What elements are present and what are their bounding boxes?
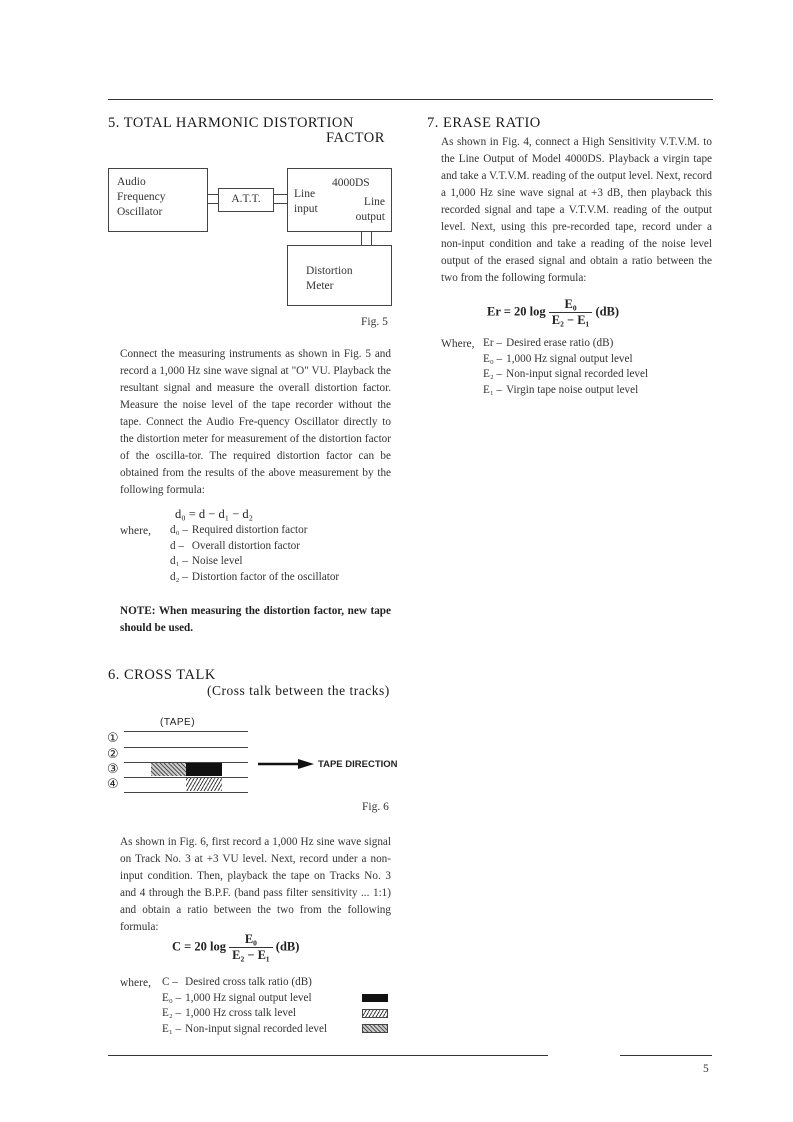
def-text: Overall distortion factor <box>191 539 301 552</box>
tape-label: (TAPE) <box>160 717 196 728</box>
track-2-label: ② <box>107 747 119 762</box>
att-box <box>218 188 274 212</box>
top-rule <box>108 99 713 100</box>
def-row <box>162 991 331 1007</box>
line-output-label-1: Line <box>363 196 385 208</box>
def-symbol: d – <box>170 539 184 552</box>
sec6-formula <box>172 932 299 963</box>
legend-swatch-signal <box>362 994 388 1002</box>
track3-signal-block <box>186 763 222 776</box>
sec6-formula-unit: (dB) <box>275 939 300 954</box>
def-row <box>483 383 652 399</box>
track4-crosstalk-block <box>186 778 222 791</box>
sec6-formula-den: E₂ − E₁ <box>232 948 270 962</box>
device-label: 4000DS <box>332 177 370 189</box>
def-row <box>483 336 652 352</box>
track-3-label: ③ <box>107 762 119 777</box>
fig6-caption: Fig. 6 <box>362 801 389 813</box>
sec7-body: As shown in Fig. 4, connect a High Sensitivity V.T.V.M. to the Line Output of Model 4000DS. Playback a virgin tape and take a V.T.V.M. reading of the output level. Next, record a 1,000 Hz sine wave signal at +3 dB, then playback this recorded signal and tape a V.T.V.M. reading of the output level. Next, using this pre-recorded tape, record under a non-input condition and take a reading of the noise level output of the erased signal and obtain a ratio between the two from the following formula: <box>441 136 712 284</box>
def-symbol: E₀ – <box>483 352 503 365</box>
track-1-label: ① <box>107 731 119 746</box>
page-number: 5 <box>703 1063 709 1075</box>
att-label: A.T.T. <box>231 193 261 205</box>
line-output-label-2: output <box>355 211 385 223</box>
def-symbol: d₂ – <box>170 570 188 583</box>
sec6-heading: 6. CROSS TALK <box>108 667 216 683</box>
track3-noninput-block <box>151 763 186 776</box>
line-input-label-2: input <box>294 203 318 215</box>
sec7-definitions <box>483 336 652 398</box>
sec7-formula-num: E₀ <box>549 297 593 313</box>
def-symbol: d₀ – <box>170 524 188 536</box>
def-symbol: E₁ – <box>162 1022 182 1035</box>
sec6-formula-lhs: C = 20 log <box>172 939 226 954</box>
def-symbol: E₁ – <box>483 383 503 396</box>
def-text: Desired erase ratio (dB) <box>506 337 614 349</box>
def-text: 1,000 Hz signal output level <box>506 352 633 365</box>
tape-top-edge <box>124 731 248 732</box>
distortion-meter-box <box>287 245 392 306</box>
def-text: 1,000 Hz cross talk level <box>185 1007 297 1019</box>
sec5-heading-cont: FACTOR <box>326 130 385 146</box>
sec6-where: where, <box>120 977 151 989</box>
sec7-heading: 7. ERASE RATIO <box>427 115 541 131</box>
osc-label-2: Frequency <box>117 191 166 203</box>
osc-label-3: Oscillator <box>117 206 163 218</box>
sec5-definitions <box>170 523 343 585</box>
meter-label-2: Meter <box>306 280 334 292</box>
sec7-formula <box>487 297 619 328</box>
sec7-formula-den: E₂ − E₁ <box>551 313 590 327</box>
def-text: Virgin tape noise output level <box>506 383 639 396</box>
def-symbol: d₁ – <box>170 555 188 567</box>
sec5-body: Connect the measuring instruments as shown in Fig. 5 and record a 1,000 Hz sine wave signal at "O" VU. Playback the resultant signal and measure the overall distortion factor. Measure the noise level of the tape recorder without the tape. Connect the Audio Fre-quency Oscillator directly to the distortion meter for measurement of the distortion factor of the oscilla-tor. The required distortion factor can be obtained from the results of the above measurement by the following formula: <box>120 348 391 496</box>
track-4-label: ④ <box>107 777 119 792</box>
tape-direction-label: TAPE DIRECTION <box>318 759 398 770</box>
sec6-definitions <box>162 975 331 1037</box>
sec6-body: As shown in Fig. 6, first record a 1,000 Hz sine wave signal on Track No. 3 at +3 VU level. Next, record under a non-input condition. Then, playback the tape on Tracks No. 3 and 4 through the B.P.F. (band pass filter sensitivity ... 1:1) and obtain a ratio between the two from the following formula: <box>120 836 391 933</box>
def-symbol: C – <box>162 976 178 988</box>
def-row <box>483 352 652 368</box>
def-text: Non-input signal recorded level <box>185 1022 328 1035</box>
device-4000ds-box <box>287 168 392 232</box>
def-row <box>170 539 343 555</box>
sec7-where: Where, <box>441 338 475 350</box>
def-row <box>162 1022 331 1038</box>
def-text: Distortion factor of the oscillator <box>191 570 340 583</box>
sec7-formula-unit: (dB) <box>595 304 620 319</box>
bottom-rule-right <box>620 1055 712 1056</box>
def-text: Non-input signal recorded level <box>506 368 649 380</box>
sec6-subheading: (Cross talk between the tracks) <box>207 683 390 698</box>
def-symbol: E₂ – <box>483 368 503 380</box>
fig5-caption: Fig. 5 <box>361 316 388 328</box>
sec5-note: NOTE: When measuring the distortion factor, new tape should be used. <box>120 605 391 634</box>
legend-swatch-crosstalk <box>362 1009 388 1018</box>
def-row <box>170 570 343 586</box>
def-row <box>162 975 331 991</box>
def-symbol: E₂ – <box>162 1007 182 1019</box>
sec6-formula-num: E₀ <box>229 932 273 948</box>
def-symbol: E₀ – <box>162 991 182 1004</box>
def-text: Desired cross talk ratio (dB) <box>185 976 312 988</box>
def-text: Noise level <box>191 555 243 567</box>
tape-direction-arrow-icon <box>258 759 314 769</box>
def-symbol: Er – <box>483 337 502 349</box>
osc-label-1: Audio <box>117 176 146 188</box>
bottom-rule-left <box>108 1055 548 1056</box>
legend-swatch-noninput <box>362 1024 388 1033</box>
meter-label-1: Distortion <box>306 265 353 277</box>
def-row <box>483 367 652 383</box>
audio-oscillator-box <box>108 168 208 232</box>
def-text: Required distortion factor <box>191 524 308 536</box>
def-row <box>162 1006 331 1022</box>
sec7-formula-lhs: Er = 20 log <box>487 304 546 319</box>
sec5-where: where, <box>120 525 151 537</box>
sec5-formula: d₀ = d − d₁ − d₂ <box>175 507 253 521</box>
sec5-heading: 5. TOTAL HARMONIC DISTORTION <box>108 115 354 131</box>
line-input-label-1: Line <box>294 188 316 200</box>
def-row <box>170 554 343 570</box>
def-row <box>170 523 343 539</box>
def-text: 1,000 Hz signal output level <box>185 991 312 1004</box>
